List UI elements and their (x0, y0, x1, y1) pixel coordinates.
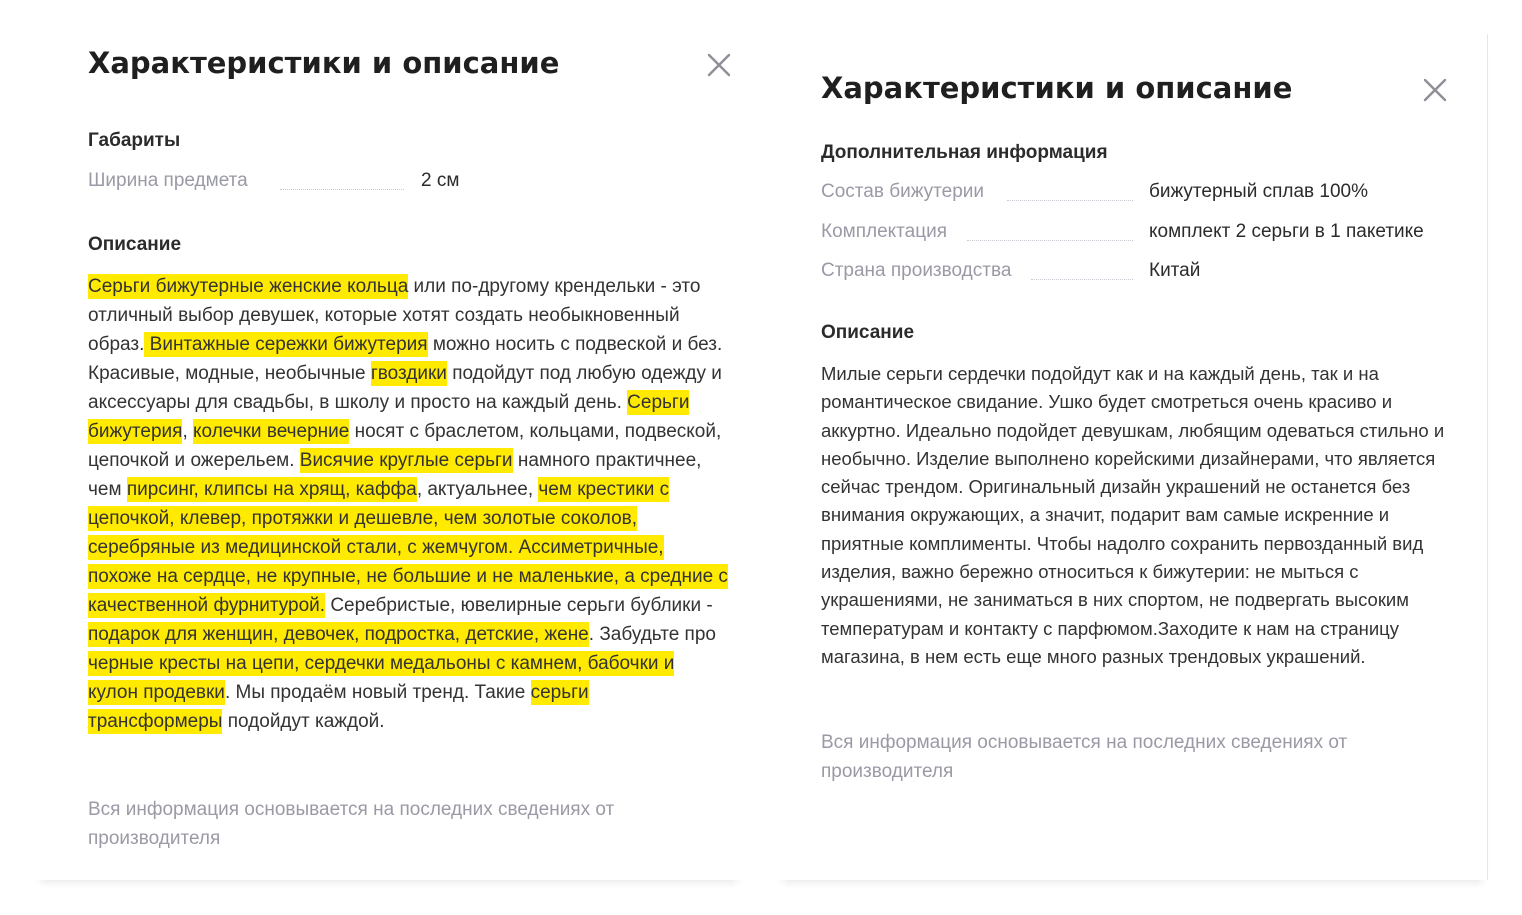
spec-row (88, 170, 488, 196)
section-heading-additional-info: Дополнительная информация (821, 142, 1108, 163)
spec-value: Китай (1149, 260, 1201, 281)
spec-label: Состав бижутерии (821, 181, 984, 202)
description-fragment: подойдут под любую одежду и аксессуары для свадьбы, в школу и просто на каждый день. (88, 363, 722, 413)
description-fragment: . Мы продаём новый тренд. Такие (224, 682, 531, 703)
section-heading-dimensions: Габариты (88, 130, 181, 151)
highlighted-keyword: Висячие круглые серьги (299, 450, 513, 471)
description-fragment: Серебристые, ювелирные серьги бублики - (325, 595, 713, 616)
description-fragment: носят с браслетом, кольцами, подвеской, цепочкой и ожерельем. (88, 421, 722, 471)
section-heading-description: Описание (88, 234, 182, 255)
spec-value: комплект 2 серьги в 1 пакетике (1149, 221, 1424, 242)
close-icon (704, 50, 734, 80)
highlighted-keyword: Серьги бижутерия (88, 392, 690, 442)
description-fragment: подойдут каждой. (222, 711, 385, 732)
description-fragment: можно носить с подвеской и без. Красивые, модные, необычные (88, 334, 723, 384)
characteristics-modal-right (777, 34, 1488, 880)
spec-row (821, 260, 1461, 286)
highlighted-keyword: Винтажные сережки бижутерия (144, 334, 428, 355)
spec-leader-dots (1031, 279, 1133, 280)
spec-leader-dots (1007, 200, 1133, 201)
description-fragment: , актуальнее, (416, 479, 539, 500)
highlighted-keyword: чем крестики с цепочкой, клевер, протяжки и дешевле, чем золотые соколов, серебряные из медицинской стали, с жемчугом. Ассиметричные, похоже на сердце, не крупные, не большие и не маленькие, а средние с качественной фурнитурой. (88, 479, 728, 616)
source-footnote: Вся информация основывается на последних сведениях от производителя (88, 799, 615, 849)
spec-value: бижутерный сплав 100% (1149, 181, 1368, 202)
close-icon (1420, 75, 1450, 105)
spec-label: Страна производства (821, 260, 1012, 281)
highlighted-keyword: Серьги бижутерные женские кольца (88, 276, 409, 297)
description-fragment: . Забудьте про (588, 624, 716, 645)
highlighted-keyword: подарок для женщин, девочек, подростка, детские, жене (88, 624, 589, 645)
spec-label: Ширина предмета (88, 170, 248, 191)
close-button[interactable] (704, 50, 734, 80)
spec-label: Комплектация (821, 221, 948, 242)
section-heading-description: Описание (821, 322, 915, 343)
highlighted-keyword: серьги трансформеры (88, 682, 589, 732)
modal-title: Характеристики и описание (821, 71, 1293, 105)
description-text: Милые серьги сердечки подойдут как и на каждый день, так и на романтическое свидание. Ушко будет смотреться очень красиво и аккуртно. Идеально подойдет девушкам, любящим одеваться стильно и необычно. Изделие выполнено корейскими дизайнерами, что является сейчас трендом. Оригинальный дизайн украшений не останется без внимания окружающих, а значит, подарит вам самые искренние и приятные комплименты. Чтобы надолго сохранить первозданный вид изделия, важно бережно относиться к бижутерии: не мыться с украшениями, не заниматься в них спортом, не подвергать высоким температурам и контакту с парфюмом.Заходите к нам на страницу магазина, в нем есть еще много разных трендовых украшений. (821, 363, 1445, 667)
modal-title: Характеристики и описание (88, 46, 560, 80)
spec-value: 2 см (421, 170, 460, 191)
spec-leader-dots (280, 189, 404, 190)
highlighted-keyword: пирсинг, клипсы на хрящ, каффа (126, 479, 417, 500)
highlighted-keyword: гвоздики (370, 363, 447, 384)
description-text (88, 272, 728, 736)
description-fragment: , (182, 421, 194, 442)
highlighted-keyword: черные кресты на цепи, сердечки медальоны с камнем, бабочки и кулон продевки (88, 653, 675, 703)
description-fragment: или по-другому крендельки - это отличный выбор девушек, которые хотят создать необыкновенный образ. (88, 276, 701, 355)
spec-row (821, 181, 1461, 207)
close-button[interactable] (1420, 75, 1450, 105)
spec-leader-dots (967, 240, 1133, 241)
spec-row (821, 221, 1461, 247)
description-fragment: намного практичнее, чем (88, 450, 702, 500)
characteristics-modal-left (35, 0, 743, 880)
highlighted-keyword: колечки вечерние (193, 421, 350, 442)
source-footnote: Вся информация основывается на последних сведениях от производителя (821, 732, 1348, 782)
